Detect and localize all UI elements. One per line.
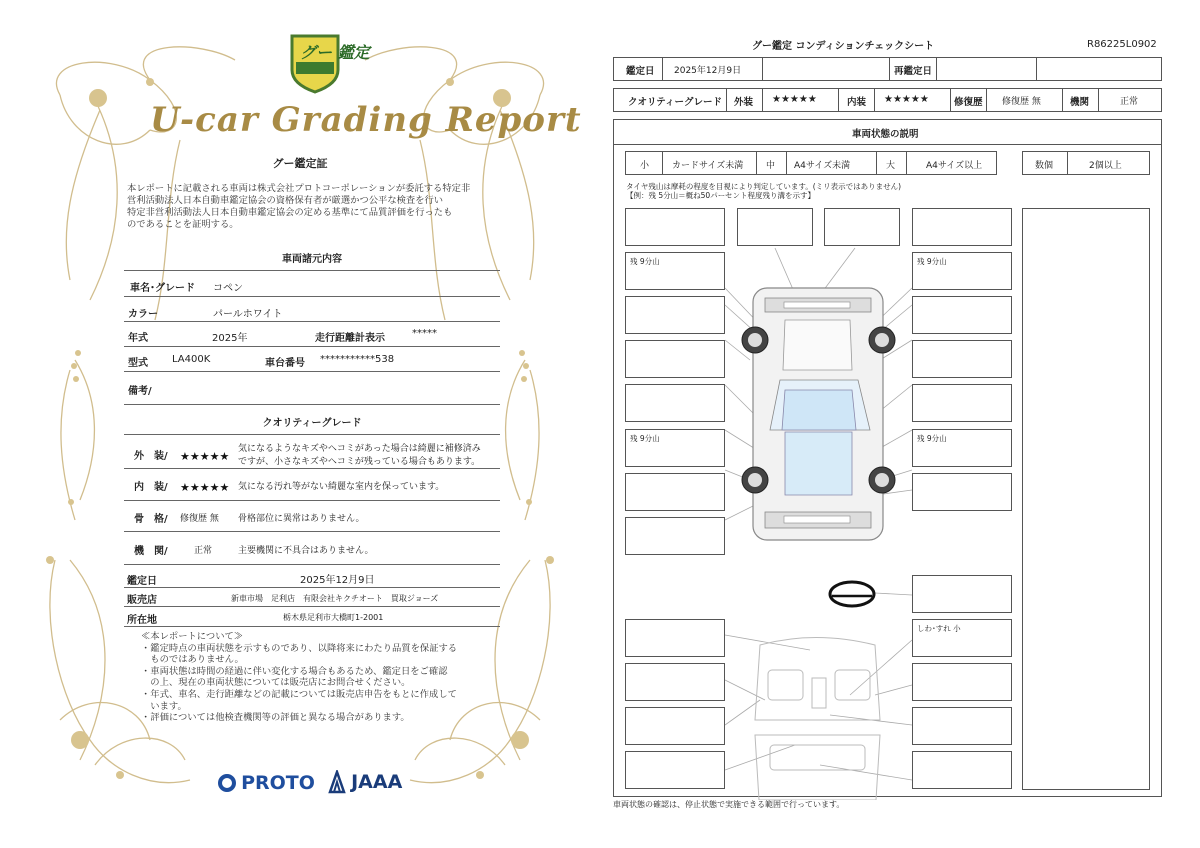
sheet-id: R86225L0902 bbox=[1087, 39, 1157, 50]
note-line: ・鑑定時点の車両状態を示すものであり、以降将来にわたり品質を保証する bbox=[141, 642, 458, 654]
note-line: ものではありません。 bbox=[141, 654, 244, 666]
spec-name-value: コペン bbox=[213, 283, 243, 294]
frame-desc: 骨格部位に異常はありません。 bbox=[238, 514, 365, 524]
engine-grade-value: 正常 bbox=[1120, 97, 1139, 107]
spec-year-label: 年式 bbox=[128, 333, 148, 344]
intro-line: 営利活動法人日本自動車鑑定協会の資格保有者が厳選かつ公平な検査を行い bbox=[127, 195, 444, 206]
jaaa-logo-text: JAAA bbox=[351, 771, 403, 793]
repair-history-label: 修復歴 bbox=[954, 97, 983, 108]
jaaa-logo bbox=[328, 770, 402, 794]
interior-label: 内 装/ bbox=[134, 482, 168, 493]
note-line: の上、現在の車両状態については販売店にお問合せください。 bbox=[141, 677, 411, 689]
interior-grade-stars: ★★★★★ bbox=[884, 94, 929, 105]
jaaa-mark-icon bbox=[328, 770, 346, 794]
engine-desc: 主要機関に不具合はありません。 bbox=[238, 546, 374, 556]
inspection-date-value: 2025年12月9日 bbox=[674, 66, 742, 76]
notes-title: ≪本レポートについて≫ bbox=[141, 631, 244, 642]
spec-remarks-label: 備考/ bbox=[128, 386, 152, 397]
note-line: ・車両状態は時間の経過に伴い変化する場合もあるため、鑑定日をご確認 bbox=[141, 665, 448, 677]
note-line: ・評価については他検査機関等の評価と異なる場合があります。 bbox=[141, 712, 410, 724]
sheet-footer-note: 車両状態の確認は、停止状態で実施できる範囲で行っています。 bbox=[613, 800, 845, 809]
rear-right-tire-label: 残 9分山 bbox=[917, 434, 947, 443]
size-legend bbox=[625, 151, 997, 175]
reinspection-label: 再鑑定日 bbox=[894, 66, 933, 77]
interior-grade-label: 内装 bbox=[847, 97, 867, 108]
proto-logo bbox=[218, 772, 315, 794]
condition-heading: 車両状態の説明 bbox=[852, 129, 919, 140]
interior-desc: 気になる汚れ等がない綺麗な室内を保っています。 bbox=[238, 482, 445, 492]
size-medium-desc: A4サイズ未満 bbox=[794, 161, 851, 171]
grade-row bbox=[613, 88, 1162, 112]
report-script-title: U-car Grading Report bbox=[150, 100, 582, 140]
exterior-grade-stars: ★★★★★ bbox=[772, 94, 817, 105]
note-line: ・年式、車名、走行距離などの記載については販売店申告をもとに作成して bbox=[141, 688, 457, 700]
intro-line: 本レポートに記載される車両は株式会社プロトコーポレーションが委託する特定非 bbox=[127, 183, 471, 194]
interior-stars: ★★★★★ bbox=[180, 481, 230, 494]
badge-text: グー 鑑定 bbox=[300, 43, 370, 62]
certificate-title: グー鑑定証 bbox=[272, 157, 328, 170]
exterior-label: 外 装/ bbox=[134, 451, 168, 462]
sheet-title: グー鑑定 コンディションチェックシート bbox=[752, 41, 935, 52]
comment-column bbox=[1022, 208, 1150, 790]
exterior-grade-label: 外装 bbox=[734, 97, 754, 108]
engine-label: 機 関/ bbox=[134, 546, 168, 557]
exterior-desc-1: 気になるようなキズやヘコミがあった場合は綺麗に補修済み bbox=[238, 444, 481, 454]
steering-wheel-icon bbox=[830, 582, 874, 606]
frame-label: 骨 格/ bbox=[134, 514, 168, 525]
date-value: 2025年12月9日 bbox=[300, 575, 375, 586]
proto-logo-text: PROTO bbox=[241, 772, 315, 794]
size-small-desc: カードサイズ未満 bbox=[672, 161, 744, 171]
address-label: 所在地 bbox=[127, 615, 157, 626]
spec-name-label: 車名･グレード bbox=[130, 283, 195, 294]
address-value: 栃木県足利市大橋町1-2001 bbox=[283, 613, 384, 622]
report-notes bbox=[141, 631, 457, 724]
certificate-intro bbox=[127, 183, 497, 231]
note-line: います。 bbox=[141, 700, 187, 712]
spec-heading: 車両諸元内容 bbox=[282, 254, 342, 265]
repair-history-value: 修復歴 無 bbox=[1002, 97, 1041, 107]
spec-color-label: カラー bbox=[128, 309, 158, 320]
proto-mark-icon bbox=[218, 774, 236, 792]
size-medium-label: 中 bbox=[766, 161, 776, 171]
goo-appraisal-badge bbox=[286, 32, 370, 94]
frame-value: 修復歴 無 bbox=[180, 514, 219, 524]
front-left-tire-label: 残 9分山 bbox=[630, 257, 660, 266]
front-right-tire-label: 残 9分山 bbox=[917, 257, 947, 266]
dealer-value: 新車市場 足利店 有限会社キクチオート 買取ジョーズ bbox=[231, 594, 439, 603]
date-row bbox=[613, 57, 1162, 81]
rear-left-tire-label: 残 9分山 bbox=[630, 434, 660, 443]
count-legend bbox=[1022, 151, 1150, 175]
spec-chassis-label: 車台番号 bbox=[265, 358, 305, 369]
spec-model-label: 型式 bbox=[128, 358, 148, 369]
spec-chassis-value: ***********538 bbox=[320, 354, 395, 365]
exterior-stars: ★★★★★ bbox=[180, 450, 230, 463]
size-large-label: 大 bbox=[886, 161, 896, 171]
spec-mileage-label: 走行距離計表示 bbox=[315, 333, 385, 344]
size-large-desc: A4サイズ以上 bbox=[926, 161, 983, 171]
engine-value: 正常 bbox=[194, 546, 213, 556]
engine-grade-label: 機関 bbox=[1070, 97, 1090, 108]
tire-note-1: タイヤ残山は摩耗の程度を目視により判定しています。(ミリ表示ではありません) bbox=[626, 182, 902, 191]
count-label: 数個 bbox=[1035, 161, 1054, 171]
spec-color-value: パールホワイト bbox=[213, 309, 283, 320]
size-small-label: 小 bbox=[640, 161, 650, 171]
inspection-date-label: 鑑定日 bbox=[626, 66, 655, 77]
exterior-desc-2: ですが、小さなキズやヘコミが残っている場合もあります。 bbox=[238, 457, 481, 467]
tire-note-2: 【例：残 5分山＝概ね50パーセント程度残り溝を示す】 bbox=[626, 191, 816, 200]
date-label: 鑑定日 bbox=[127, 576, 157, 587]
spec-model-value: LA400K bbox=[172, 354, 211, 365]
quality-heading: クオリティーグレード bbox=[262, 418, 362, 429]
interior-note-label: しわ･すれ 小 bbox=[917, 624, 961, 633]
spec-year-value: 2025年 bbox=[212, 333, 248, 344]
spec-mileage-value: ***** bbox=[412, 328, 437, 339]
count-desc: 2個以上 bbox=[1089, 161, 1122, 171]
quality-grade-label: クオリティーグレード bbox=[628, 97, 723, 108]
intro-line: のであることを証明する。 bbox=[127, 219, 239, 230]
dealer-label: 販売店 bbox=[127, 595, 157, 606]
intro-line: 特定非営利活動法人日本自動車鑑定協会の定める基準にて品質評価を行ったも bbox=[127, 207, 453, 218]
vehicle-diagram bbox=[600, 200, 1020, 800]
